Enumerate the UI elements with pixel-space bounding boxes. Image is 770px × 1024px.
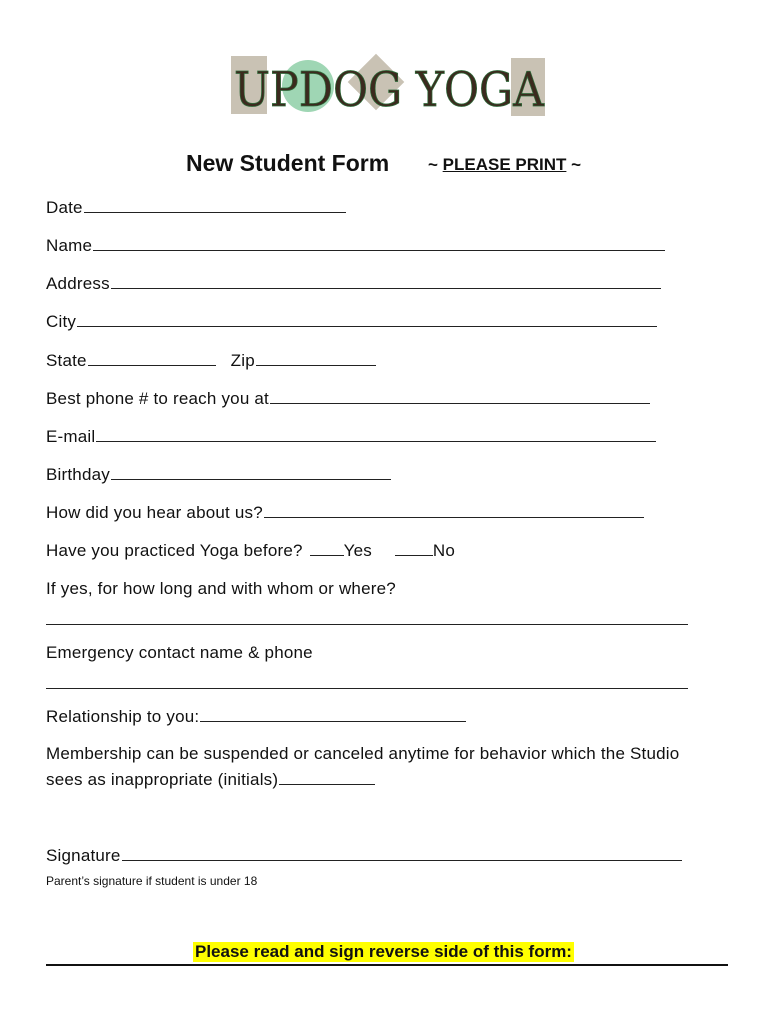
logo-wordmark: UPDOG YOGA [234,62,546,118]
hear-label: How did you hear about us? [46,503,263,522]
date-row [46,198,346,218]
emergency-field[interactable] [46,672,688,689]
phone-label: Best phone # to reach you at [46,389,269,408]
form-title: New Student Form [186,150,390,176]
signature-field[interactable] [122,846,682,861]
how-long-field[interactable] [46,608,688,625]
phone-row [46,389,650,409]
no-blank[interactable] [395,541,433,556]
email-field[interactable] [96,427,656,442]
date-field[interactable] [84,198,346,213]
city-label: City [46,312,77,331]
relationship-field[interactable] [200,707,466,722]
state-zip-row [46,351,376,371]
yes-blank[interactable] [310,541,344,556]
email-label: E-mail [46,427,96,446]
birthday-label: Birthday [46,465,110,484]
address-row [46,274,661,294]
name-field[interactable] [93,236,665,251]
hear-row [46,503,644,523]
city-row [46,312,657,332]
hear-field[interactable] [264,503,644,518]
address-field[interactable] [111,274,661,289]
date-label: Date [46,198,83,217]
relationship-label: Relationship to you: [46,707,200,726]
signature-label: Signature [46,846,121,865]
practiced-row [46,541,455,561]
membership-text-1: Membership can be suspended or canceled anytime for behavior which the Studio [46,744,680,763]
signature-row [46,846,682,866]
please-print-note [428,155,581,175]
email-row [46,427,656,447]
practiced-label: Have you practiced Yoga before? [46,541,303,560]
parent-signature-note: Parent’s signature if student is under 18 [46,874,258,888]
updog-yoga-logo [228,50,548,122]
initials-field[interactable] [279,770,375,785]
city-field[interactable] [77,312,657,327]
state-label: State [46,351,87,370]
bottom-rule [46,964,728,966]
yes-label: Yes [343,541,372,560]
how-long-label: If yes, for how long and with whom or where? [46,579,396,598]
tilde-right: ~ [566,155,582,174]
please-print-label: PLEASE PRINT [442,155,567,174]
zip-field[interactable] [256,351,376,366]
name-label: Name [46,236,93,255]
name-row [46,236,665,256]
no-label: No [432,541,456,560]
zip-label: Zip [230,351,255,370]
tilde-left: ~ [428,155,443,174]
membership-text-2: sees as inappropriate (initials) [46,770,279,789]
birthday-row [46,465,391,485]
reverse-side-notice: Please read and sign reverse side of this form: [195,942,572,961]
address-label: Address [46,274,110,293]
state-field[interactable] [88,351,216,366]
birthday-field[interactable] [111,465,391,480]
emergency-label: Emergency contact name & phone [46,643,313,662]
membership-row [46,770,375,790]
relationship-row [46,707,466,727]
phone-field[interactable] [270,389,650,404]
